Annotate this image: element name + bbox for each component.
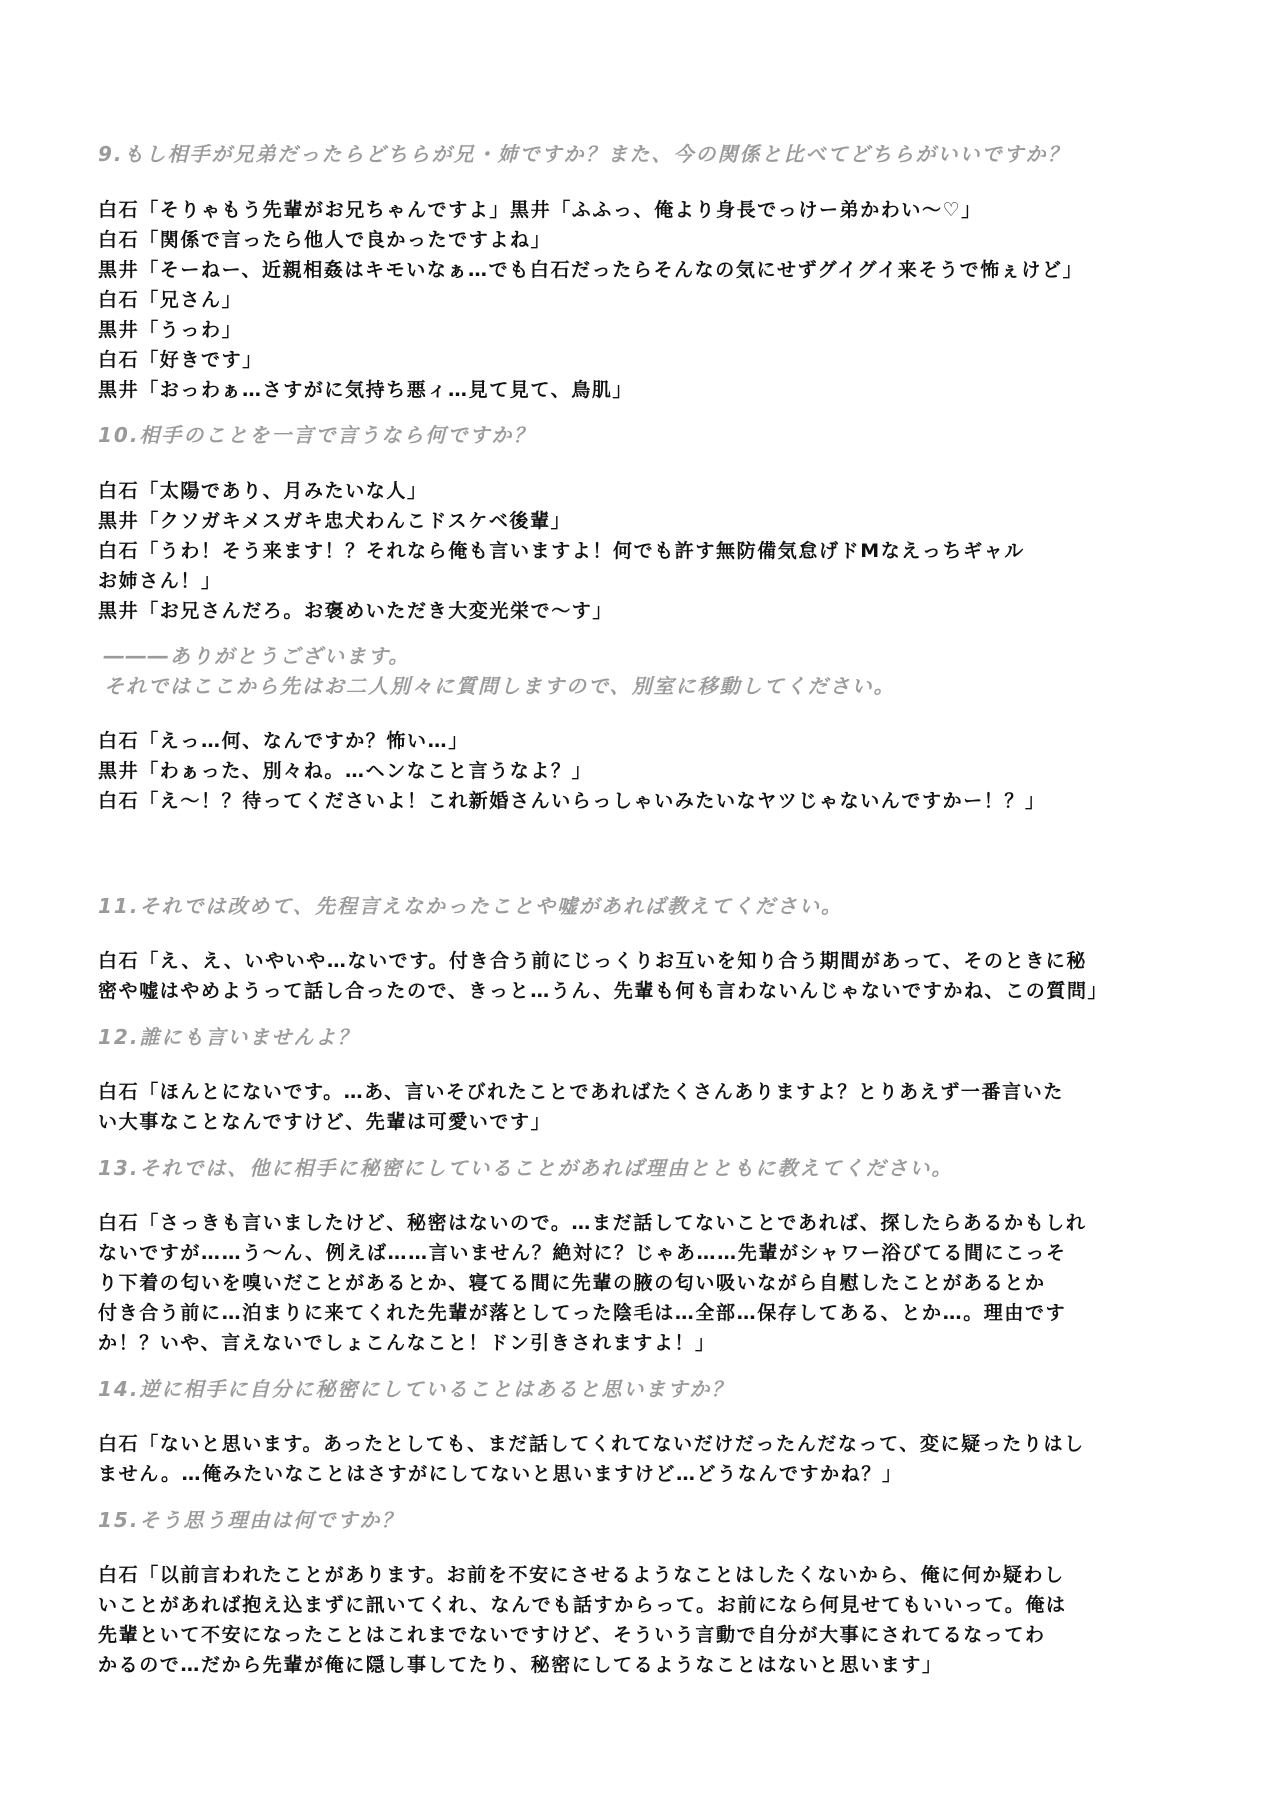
answer-9-line-4: 白石「兄さん」: [98, 289, 243, 311]
dialogue-line-2: 黒井「わぁった、別々ね。…ヘンなこと言うなよ？」: [98, 760, 593, 782]
answer-9-line-6: 白石「好きです」: [98, 349, 263, 371]
answer-10-line-1: 白石「太陽であり、月みたいな人」: [98, 480, 428, 502]
question-13: 13.それでは、他に相手に秘密にしていることがあれば理由とともに教えてください。: [98, 1156, 954, 1180]
answer-13-line-2: ないですが……う〜ん、例えば……言いません？絶対に？じゃあ……先輩がシャワー浴びてる間にこっそ: [98, 1242, 1067, 1264]
answer-11-line-2: 密や嘘はやめようって話し合ったので、きっと…うん、先輩も何も言わないんじゃないですかね、この質問」: [98, 980, 1109, 1002]
answer-14-line-1: 白石「ないと思います。あったとしても、まだ話してくれてないだけだったんだなって、変に疑ったりはし: [98, 1433, 1085, 1455]
question-11: 11.それでは改めて、先程言えなかったことや嘘があれば教えてください。: [98, 894, 844, 918]
answer-9-line-7: 黒井「おっわぁ…さすがに気持ち悪ィ…見て見て、鳥肌」: [98, 379, 634, 401]
dialogue-line-1: 白石「えっ…何、なんですか？怖い…」: [98, 730, 469, 752]
answer-12-line-2: い大事なことなんですけど、先輩は可愛いです」: [98, 1111, 552, 1133]
answer-9-line-2: 白石「関係で言ったら他人で良かったですよね」: [98, 229, 552, 251]
answer-9-line-1: 白石「そりゃもう先輩がお兄ちゃんですよ」黒井「ふふっ、俺より身長でっけー弟かわい〜♡」: [98, 199, 982, 221]
answer-12-line-1: 白石「ほんとにないです。…あ、言いそびれたことであればたくさんありますよ？とりあえず一番言いた: [98, 1081, 1064, 1103]
question-10: 10.相手のことを一言で言うなら何ですか？: [98, 423, 536, 447]
answer-15-line-1: 白石「以前言われたことがあります。お前を不安にさせるようなことはしたくないから、俺に何か疑わし: [98, 1564, 1065, 1586]
question-15: 15.そう思う理由は何ですか？: [98, 1508, 404, 1532]
answer-10-line-4: お姉さん！」: [98, 570, 222, 592]
narration-line-1: ―――ありがとうございます。: [104, 644, 411, 668]
answer-13-line-3: り下着の匂いを嗅いだことがあるとか、寝てる間に先輩の腋の匂い吸いながら自慰したことがあるとか: [98, 1272, 1046, 1294]
answer-14-line-2: ません。…俺みたいなことはさすがにしてないと思いますけど…どうなんですかね？」: [98, 1463, 903, 1485]
answer-10-line-3: 白石「うわ！そう来ます！？それなら俺も言いますよ！何でも許す無防備気怠げドMなえっちギャル: [98, 540, 1025, 562]
dialogue-line-3: 白石「え〜！？待ってくださいよ！これ新婚さんいらっしゃいみたいなヤツじゃないんですかー！？」: [98, 790, 1046, 812]
question-12: 12.誰にも言いませんよ？: [98, 1025, 360, 1049]
narration-line-2: それではここから先はお二人別々に質問しますので、別室に移動してください。: [104, 674, 896, 698]
answer-15-line-2: いことがあれば抱え込まずに訊いてくれ、なんでも話すからって。お前になら何見せてもいいって。俺は: [98, 1594, 1067, 1616]
answer-15-line-4: かるので…だから先輩が俺に隠し事してたり、秘密にしてるようなことはないと思います」: [98, 1654, 943, 1676]
answer-13-line-5: か！？いや、言えないでしょこんなこと！ドン引きされますよ！」: [98, 1332, 716, 1354]
answer-13-line-4: 付き合う前に…泊まりに来てくれた先輩が落としてった陰毛は…全部…保存してある、とか…。理由です: [98, 1302, 1067, 1324]
answer-11-line-1: 白石「え、え、いやいや…ないです。付き合う前にじっくりお互いを知り合う期間があって、そのときに秘: [98, 950, 1087, 972]
question-14: 14.逆に相手に自分に秘密にしていることはあると思いますか？: [98, 1377, 734, 1401]
answer-9-line-3: 黒井「そーねー、近親相姦はキモいなぁ…でも白石だったらそんなの気にせずグイグイ来そうで怖ぇけど」: [98, 259, 1084, 281]
question-9: 9.もし相手が兄弟だったらどちらが兄・姉ですか？また、今の関係と比べてどちらがいいですか？: [98, 142, 1070, 166]
answer-9-line-5: 黒井「うっわ」: [98, 319, 243, 341]
answer-15-line-3: 先輩といて不安になったことはこれまでないですけど、そういう言動で自分が大事にされてるなってわ: [98, 1624, 1046, 1646]
answer-13-line-1: 白石「さっきも言いましたけど、秘密はないので。…まだ話してないことであれば、探したらあるかもしれ: [98, 1212, 1087, 1234]
answer-10-line-5: 黒井「お兄さんだろ。お褒めいただき大変光栄で〜す」: [98, 600, 614, 622]
answer-10-line-2: 黒井「クソガキメスガキ忠犬わんこドスケベ後輩」: [98, 510, 572, 532]
